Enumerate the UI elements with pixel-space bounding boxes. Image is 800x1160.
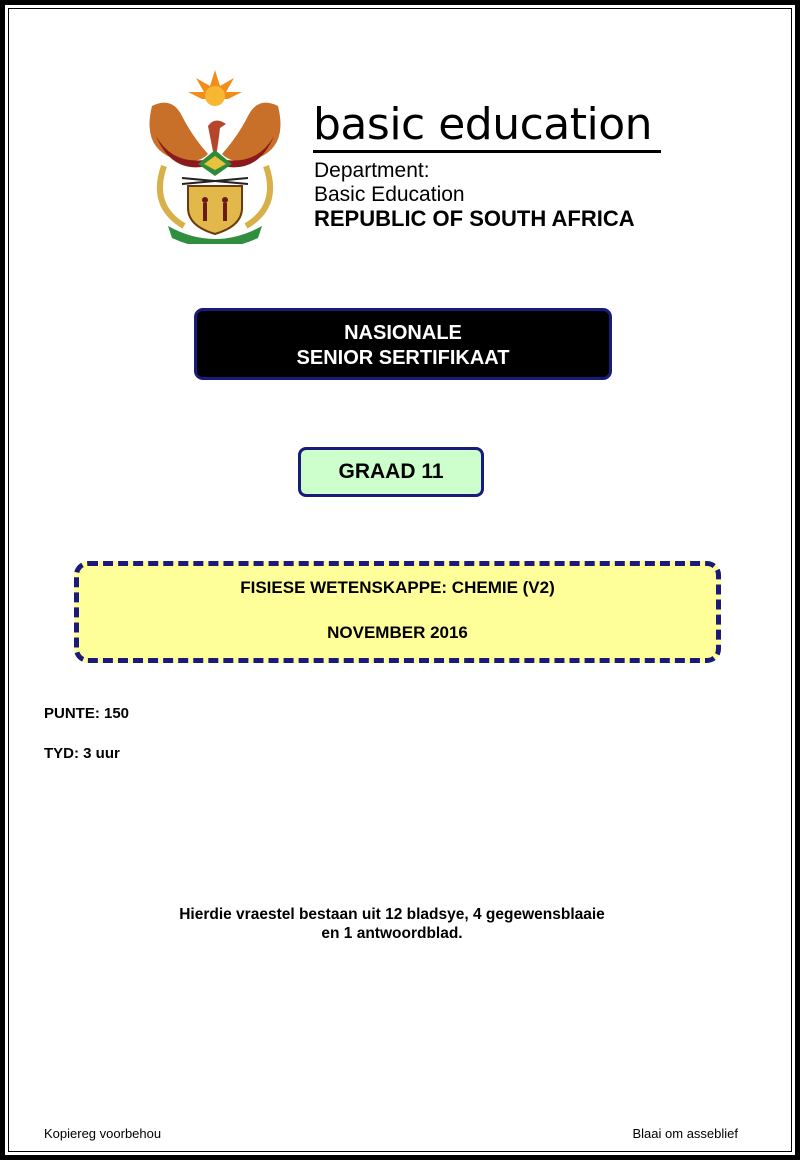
total-marks: PUNTE: 150 <box>44 705 130 722</box>
page-count-line2: en 1 antwoordblad. <box>321 925 463 942</box>
brand-title: basic education <box>313 99 653 150</box>
grade-badge: GRAAD 11 <box>298 447 484 497</box>
certificate-banner <box>194 308 612 380</box>
subject-panel <box>74 561 721 663</box>
brand-divider <box>313 150 661 153</box>
exam-session: NOVEMBER 2016 <box>327 623 468 642</box>
department-name: Basic Education <box>314 183 465 206</box>
certificate-line2: SENIOR SERTIFIKAAT <box>296 347 510 369</box>
subject-title: FISIESE WETENSKAPPE: CHEMIE (V2) <box>240 578 555 597</box>
coat-of-arms-icon <box>142 66 288 244</box>
page-count-line1: Hierdie vraestel bestaan uit 12 bladsye, 4 gegewensblaaie <box>179 906 605 923</box>
department-label: Department: <box>314 159 430 182</box>
page-count-note <box>100 905 684 943</box>
copyright-notice: Kopiereg voorbehou <box>44 1126 162 1141</box>
turn-over-notice: Blaai om asseblief <box>632 1126 738 1141</box>
exam-duration: TYD: 3 uur <box>44 745 120 762</box>
country-name: REPUBLIC OF SOUTH AFRICA <box>314 206 635 231</box>
certificate-line1: NASIONALE <box>344 322 462 344</box>
